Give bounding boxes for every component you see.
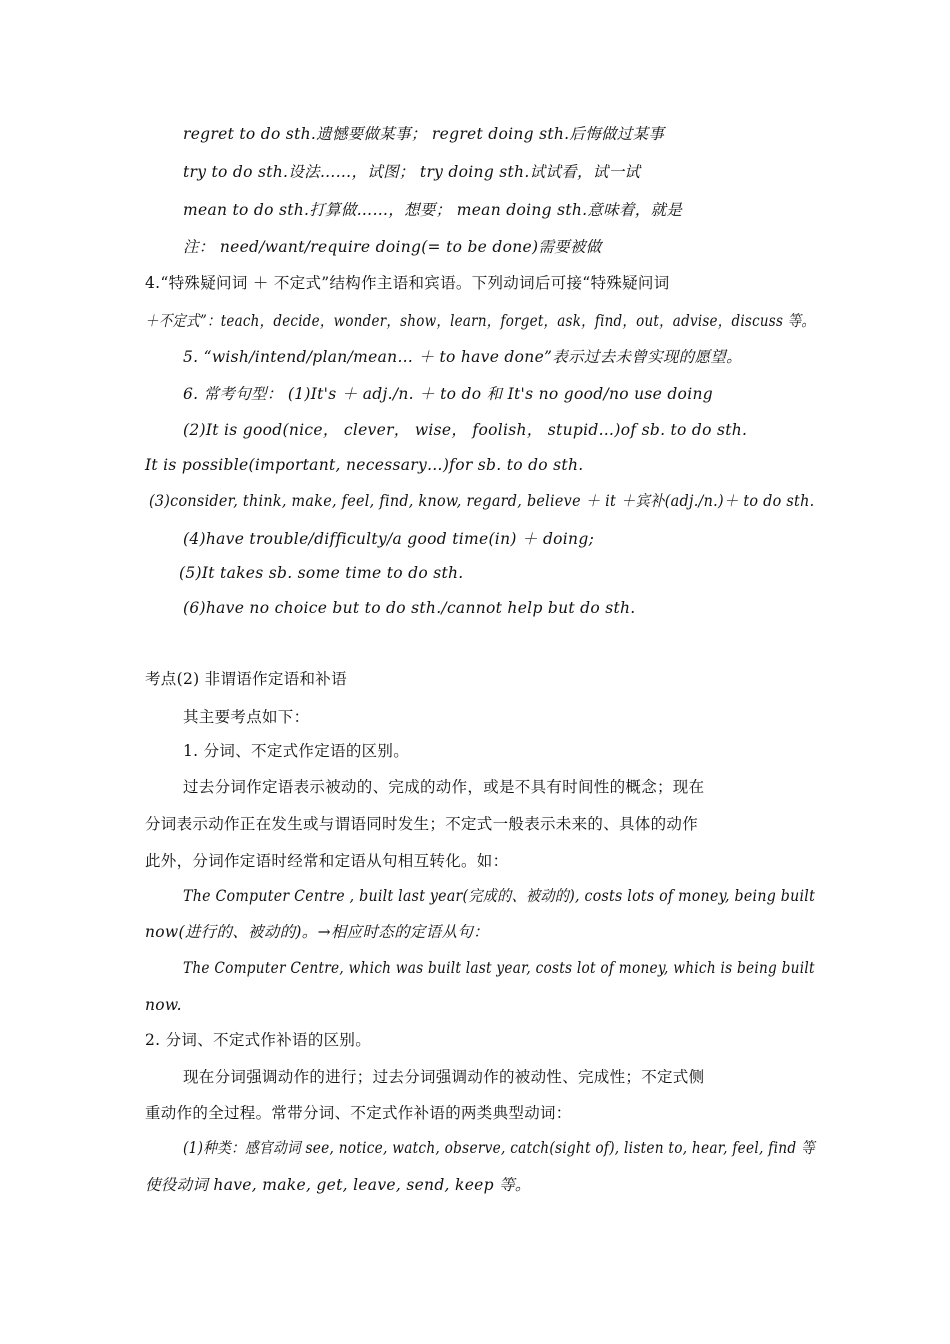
paragraph-line: 现在分词强调动作的进行；过去分词强调动作的被动性、完成性；不定式侧 (183, 1068, 705, 1086)
text-line: 6. 常考句型： (1)It's ＋ adj./n. ＋ to do 和 It's no good/no use doing (183, 385, 713, 403)
section-heading: 考点(2) 非谓语作定语和补语 (145, 670, 347, 688)
text-line: (5)It takes sb. some time to do sth. (179, 564, 464, 582)
example-line: The Computer Centre, which was built last year, costs lot of money, which is being built (183, 959, 815, 977)
text-line: (6)have no choice but to do sth./cannot help but do sth. (183, 599, 636, 617)
text-line: (1)种类：感官动词 see, notice, watch, observe, catch(sight of), listen to, hear, feel, find 等 (183, 1139, 815, 1157)
paragraph-line: 重动作的全过程。常带分词、不定式作补语的两类典型动词： (145, 1104, 572, 1122)
text-line: 使役动词 have, make, get, leave, send, keep 等。 (145, 1176, 531, 1194)
example-line: The Computer Centre , built last year(完成的、被动的), costs lots of money, being built (183, 887, 816, 905)
text-line: 4.“特殊疑问词 ＋ 不定式”结构作主语和宾语。下列动词后可接“特殊疑问词 (145, 274, 670, 292)
text-line: regret to do sth.遗憾要做某事； regret doing sth.后悔做过某事 (183, 125, 665, 143)
example-line: now. (145, 996, 182, 1014)
paragraph-line: 分词表示动作正在发生或与谓语同时发生；不定式一般表示未来的、具体的动作 (145, 815, 699, 833)
text-line: (3)consider, think, make, feel, find, know, regard, believe ＋ it ＋宾补(adj./n.)＋ to do sth. (149, 492, 815, 510)
example-line: now(进行的、被动的)。→相应时态的定语从句： (145, 923, 489, 941)
text-line: ＋不定式”：teach，decide，wonder，show，learn，forget，ask，find，out，advise，discuss 等。 (145, 312, 816, 330)
text-line: It is possible(important, necessary…)for sb. to do sth. (145, 456, 584, 474)
text-line: (2)It is good(nice， clever， wise， foolish， stupid…)of sb. to do sth. (183, 421, 748, 439)
numbered-heading: 1. 分词、不定式作定语的区别。 (183, 742, 410, 760)
text-line: mean to do sth.打算做……，想要； mean doing sth.意味着，就是 (183, 201, 683, 219)
note-line: 注： need/want/require doing(= to be done)需要被做 (183, 238, 602, 256)
text-line: (4)have trouble/difficulty/a good time(in) ＋ doing; (183, 530, 595, 548)
text-line: 其主要考点如下： (183, 708, 310, 726)
paragraph-line: 此外，分词作定语时经常和定语从句相互转化。如： (145, 852, 509, 870)
paragraph-line: 过去分词作定语表示被动的、完成的动作，或是不具有时间性的概念；现在 (183, 778, 705, 796)
text-line: try to do sth.设法……，试图； try doing sth.试试看，试一试 (183, 163, 641, 181)
numbered-heading: 2. 分词、不定式作补语的区别。 (145, 1031, 372, 1049)
text-line: 5. “wish/intend/plan/mean… ＋ to have done”表示过去未曾实现的愿望。 (183, 348, 742, 366)
